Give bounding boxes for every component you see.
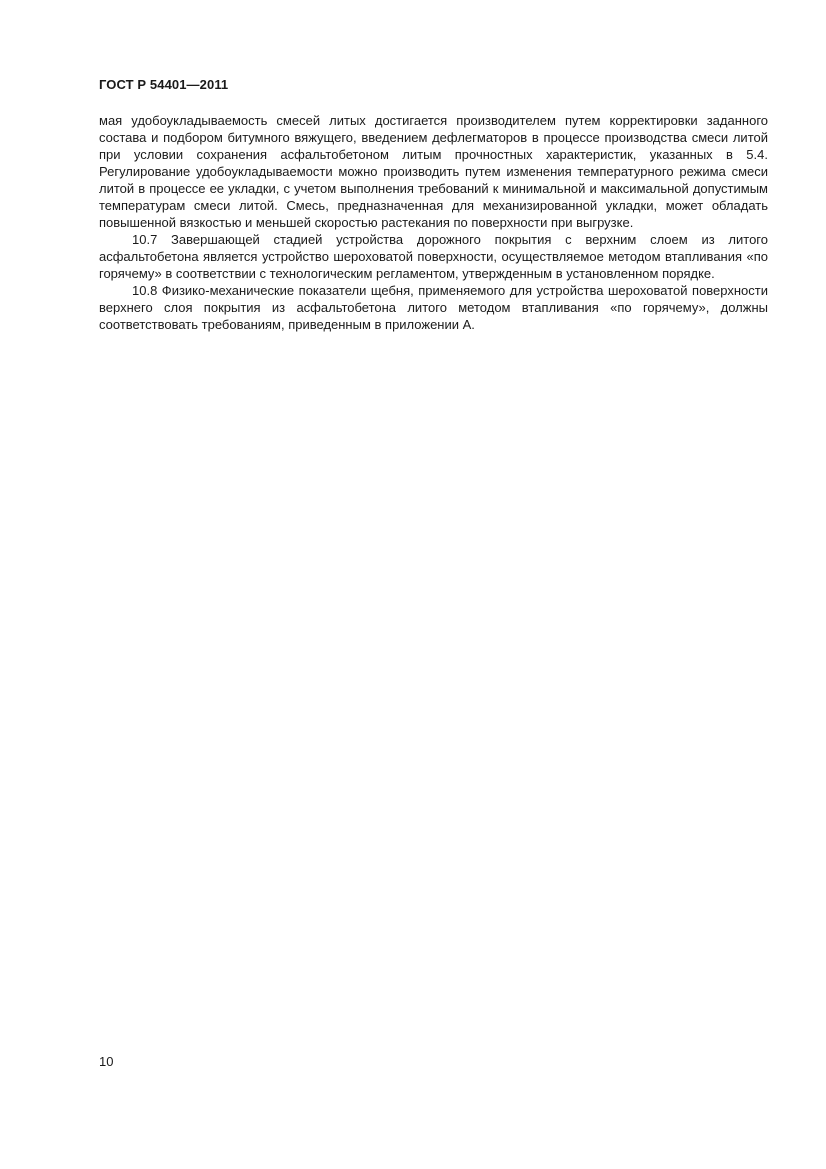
paragraph-10-7: 10.7 Завершающей стадией устройства дорожного покрытия с верхним слоем из литого асфальтобетона является устройство шероховатой поверхности, осуществляемое методом втапливания «по горячему» в соответствии с технологическим регламентом, утвержденным в установленном порядке. [99, 232, 768, 281]
page-number: 10 [99, 1054, 114, 1069]
document-body [99, 112, 768, 333]
document-header: ГОСТ Р 54401—2011 [99, 77, 229, 92]
paragraph-10-8: 10.8 Физико-механические показатели щебня, применяемого для устройства шероховатой поверхности верхнего слоя покрытия из асфальтобетона литого методом втапливания «по горячему», должны соответствовать требованиям, приведенным в приложении А. [99, 283, 768, 332]
paragraph-continuation: мая удобоукладываемость смесей литых достигается производителем путем корректировки заданного состава и подбором битумного вяжущего, введением дефлегматоров в процессе производства смеси литой при условии сохранения асфальтобетоном литым прочностных характеристик, указанных в 5.4. Регулирование удобоукладываемости можно производить путем изменения температурного режима смеси литой в процессе ее укладки, с учетом выполнения требований к минимальной и максимальной допустимым температурам смеси литой. Смесь, предназначенная для механизированной укладки, может обладать повышенной вязкостью и меньшей скоростью растекания по поверхности при выгрузке. [99, 113, 768, 230]
